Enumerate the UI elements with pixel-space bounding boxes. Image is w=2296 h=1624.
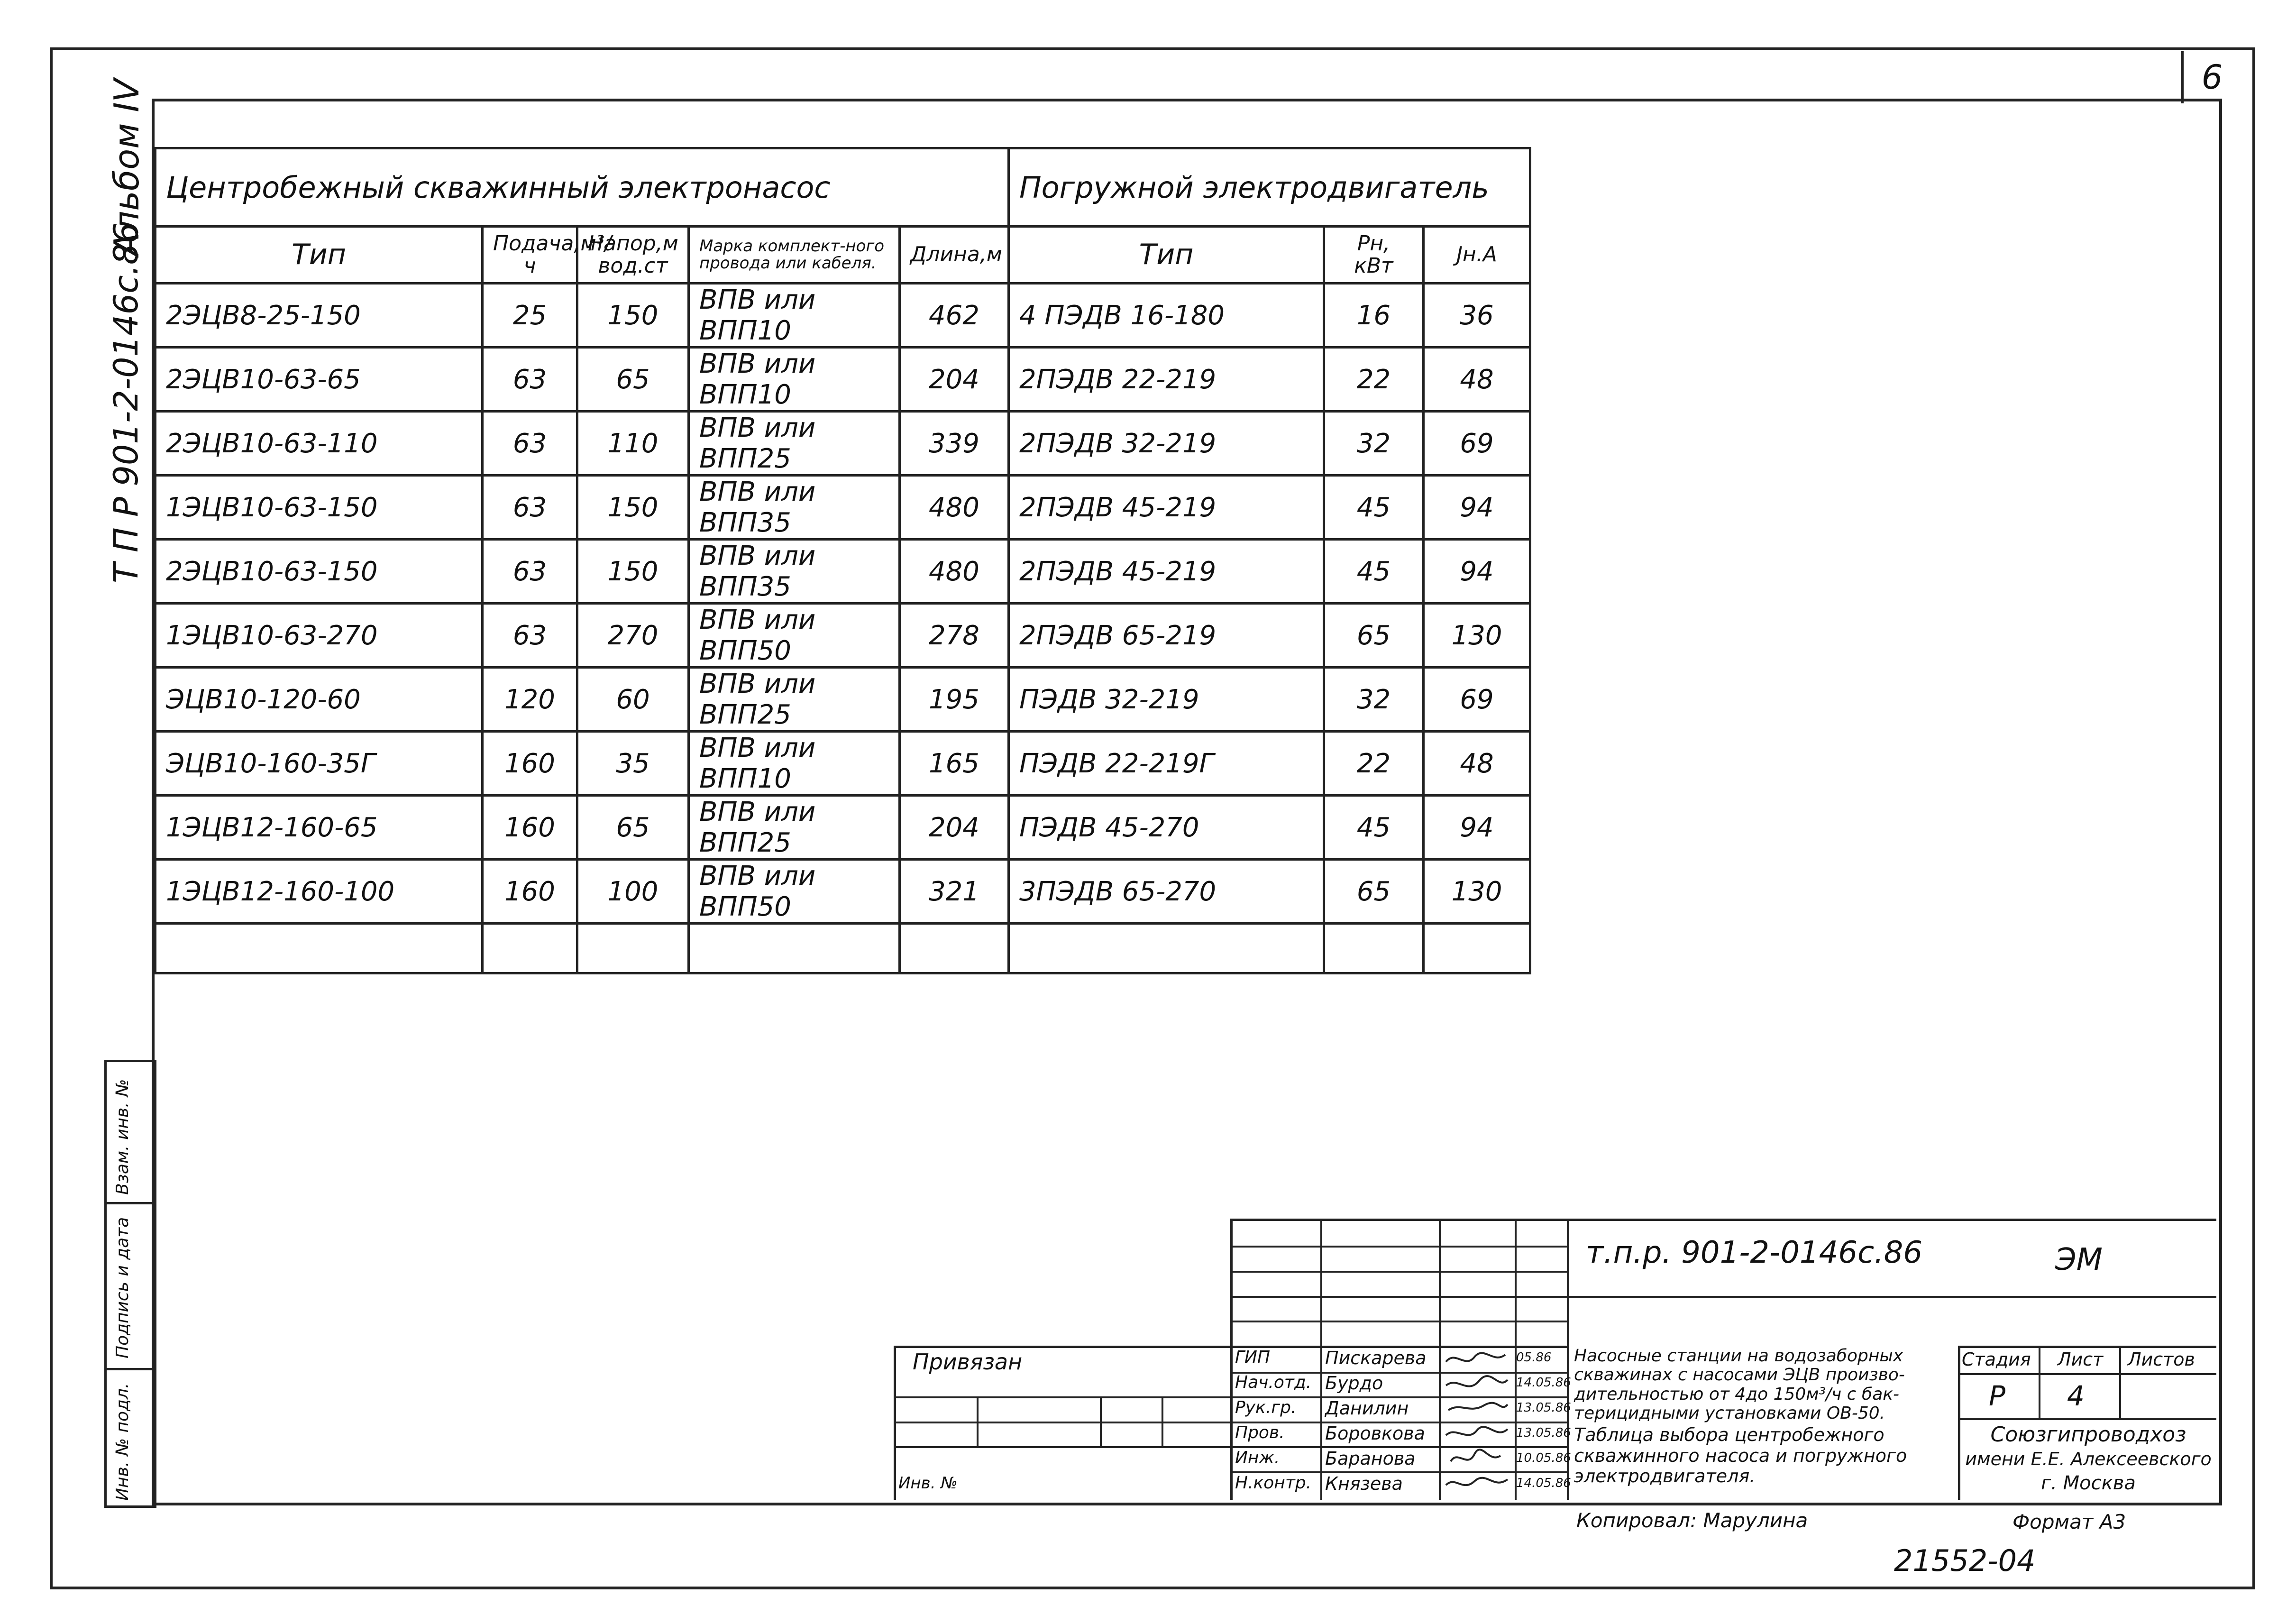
role-n-kontr: Н.контр. xyxy=(1235,1473,1312,1493)
cell-cable: ВПВ или ВПП50 xyxy=(689,604,900,668)
cell-cable: ВПВ или ВПП35 xyxy=(689,540,900,604)
cell-length: 480 xyxy=(900,540,1009,604)
cell-motor-type: ПЭДВ 22-219Г xyxy=(1009,732,1324,796)
cell-current: 130 xyxy=(1424,860,1530,924)
cell-power: 32 xyxy=(1324,668,1424,732)
cell-flow: 25 xyxy=(483,284,577,348)
signatures xyxy=(1441,1348,1512,1499)
cell-cable: ВПВ или ВПП25 xyxy=(689,412,900,476)
cell-length: 480 xyxy=(900,476,1009,540)
privyazan-label: Привязан xyxy=(913,1349,1023,1375)
title-block-section: ЭМ xyxy=(2055,1242,2103,1277)
col-header-power: Рн, кВт xyxy=(1324,227,1424,284)
table-row xyxy=(156,412,1530,476)
date-5: 14.05.86 xyxy=(1516,1476,1571,1490)
table-row xyxy=(156,284,1530,348)
side-stamp-divider xyxy=(104,1202,152,1204)
cell-current: 94 xyxy=(1424,476,1530,540)
cell-flow: 63 xyxy=(483,348,577,412)
cell-length: 204 xyxy=(900,796,1009,860)
project-title: Насосные станции на водозаборных скважинах с насосами ЭЦВ произво-дительностью от 4до 150м³/ч с бак-терицидными установками ОВ-50. xyxy=(1574,1346,1905,1423)
role-nach-otd: Нач.отд. xyxy=(1235,1373,1312,1392)
cell-current: 94 xyxy=(1424,540,1530,604)
col-header-flow: Подача,м³/ч xyxy=(483,227,577,284)
cell-motor-type: ПЭДВ 45-270 xyxy=(1009,796,1324,860)
org-line1: Союзгипроводхоз xyxy=(1990,1422,2186,1447)
table-row xyxy=(156,668,1530,732)
cell-flow: 120 xyxy=(483,668,577,732)
cell-pump-type: ЭЦВ10-160-35Г xyxy=(156,732,483,796)
cell-head: 65 xyxy=(577,796,689,860)
role-gip: ГИП xyxy=(1235,1348,1271,1367)
vzam-inv-label: Взам. инв. № xyxy=(113,1079,132,1195)
role-prov: Пров. xyxy=(1235,1423,1285,1442)
cell-pump-type: 2ЭЦВ10-63-65 xyxy=(156,348,483,412)
cell-flow: 63 xyxy=(483,540,577,604)
cell-power: 65 xyxy=(1324,860,1424,924)
cell-motor-type: 4 ПЭДВ 16-180 xyxy=(1009,284,1324,348)
cell-power: 22 xyxy=(1324,348,1424,412)
cell-motor-type: 2ПЭДВ 65-219 xyxy=(1009,604,1324,668)
name-burdo: Бурдо xyxy=(1325,1373,1383,1394)
date-2: 13.05.86 xyxy=(1516,1401,1571,1415)
cell-length: 195 xyxy=(900,668,1009,732)
date-4: 10.05.86 xyxy=(1516,1451,1571,1465)
cell-flow: 63 xyxy=(483,604,577,668)
table-row xyxy=(156,796,1530,860)
cell-length: 165 xyxy=(900,732,1009,796)
cell-motor-type: 2ПЭДВ 45-219 xyxy=(1009,476,1324,540)
sheet-label: Лист xyxy=(2058,1349,2104,1370)
cell-flow: 63 xyxy=(483,412,577,476)
selection-table xyxy=(154,147,1531,974)
org-line2: имени Е.Е. Алексеевского xyxy=(1965,1449,2212,1469)
copied-by: Копировал: Марулина xyxy=(1576,1509,1808,1532)
cell-motor-type: 2ПЭДВ 45-219 xyxy=(1009,540,1324,604)
cell-head: 35 xyxy=(577,732,689,796)
org-line3: г. Москва xyxy=(2041,1472,2136,1494)
table-row xyxy=(156,860,1530,924)
cell-cable: ВПВ или ВПП35 xyxy=(689,476,900,540)
cell-current: 48 xyxy=(1424,348,1530,412)
col-header-length: Длина,м xyxy=(900,227,1009,284)
album-label: Альбом IV xyxy=(107,79,146,256)
cell-pump-type: 1ЭЦВ10-63-270 xyxy=(156,604,483,668)
cell-power: 45 xyxy=(1324,476,1424,540)
format-label: Формат А3 xyxy=(2012,1510,2126,1533)
col-header-motor-type: Тип xyxy=(1009,227,1324,284)
cell-current: 69 xyxy=(1424,668,1530,732)
cell-cable: ВПВ или ВПП25 xyxy=(689,668,900,732)
title-block-code: т.п.р. 901-2-0146с.86 xyxy=(1586,1235,1923,1270)
stage-label: Стадия xyxy=(1962,1349,2031,1370)
cell-length: 339 xyxy=(900,412,1009,476)
cell-current: 69 xyxy=(1424,412,1530,476)
cell-length: 204 xyxy=(900,348,1009,412)
cell-head: 110 xyxy=(577,412,689,476)
inv-no-label: Инв. № xyxy=(898,1474,958,1493)
cell-pump-type: 1ЭЦВ12-160-65 xyxy=(156,796,483,860)
col-header-head: Напор,м вод.ст xyxy=(577,227,689,284)
side-doc-code: Т П Р 901-2-0146с.86 xyxy=(107,222,146,583)
cell-head: 60 xyxy=(577,668,689,732)
sheet-title: Таблица выбора центробежного скважинного насоса и погружного электродвигателя. xyxy=(1574,1424,1907,1487)
cell-power: 65 xyxy=(1324,604,1424,668)
cell-power: 32 xyxy=(1324,412,1424,476)
role-inzh: Инж. xyxy=(1235,1448,1280,1468)
col-header-current: Jн.А xyxy=(1424,227,1530,284)
cell-cable: ВПВ или ВПП10 xyxy=(689,732,900,796)
cell-pump-type: 1ЭЦВ10-63-150 xyxy=(156,476,483,540)
name-baranova: Баранова xyxy=(1325,1448,1416,1469)
date-3: 13.05.86 xyxy=(1516,1426,1571,1440)
cell-pump-type: 1ЭЦВ12-160-100 xyxy=(156,860,483,924)
cell-head: 150 xyxy=(577,476,689,540)
cell-flow: 160 xyxy=(483,796,577,860)
cell-pump-type: 2ЭЦВ10-63-150 xyxy=(156,540,483,604)
col-header-pump-type: Тип xyxy=(156,227,483,284)
cell-flow: 160 xyxy=(483,732,577,796)
cell-current: 36 xyxy=(1424,284,1530,348)
cell-pump-type: 2ЭЦВ8-25-150 xyxy=(156,284,483,348)
cell-flow: 160 xyxy=(483,860,577,924)
sheet-number: 6 xyxy=(2181,51,2241,103)
cell-pump-type: 2ЭЦВ10-63-110 xyxy=(156,412,483,476)
sheet-value: 4 xyxy=(2067,1380,2085,1412)
podpis-data-label: Подпись и дата xyxy=(113,1217,132,1358)
stage-value: Р xyxy=(1989,1380,2005,1412)
table-row-empty xyxy=(156,924,1530,973)
date-1: 14.05.86 xyxy=(1516,1376,1571,1390)
cell-cable: ВПВ или ВПП25 xyxy=(689,796,900,860)
name-danilin: Данилин xyxy=(1325,1398,1409,1419)
cell-power: 22 xyxy=(1324,732,1424,796)
col-header-cable: Марка комплект-ного провода или кабеля. xyxy=(689,227,900,284)
side-stamp-divider xyxy=(104,1368,152,1370)
cell-current: 48 xyxy=(1424,732,1530,796)
cell-flow: 63 xyxy=(483,476,577,540)
group-motor-header: Погружной электродвигатель xyxy=(1009,148,1530,227)
cell-head: 150 xyxy=(577,284,689,348)
cell-cable: ВПВ или ВПП10 xyxy=(689,348,900,412)
table-row xyxy=(156,476,1530,540)
cell-head: 65 xyxy=(577,348,689,412)
cell-motor-type: 2ПЭДВ 22-219 xyxy=(1009,348,1324,412)
table-row xyxy=(156,348,1530,412)
cell-power: 16 xyxy=(1324,284,1424,348)
name-borovkova: Боровкова xyxy=(1325,1423,1425,1444)
cell-cable: ВПВ или ВПП10 xyxy=(689,284,900,348)
cell-power: 45 xyxy=(1324,540,1424,604)
cell-length: 462 xyxy=(900,284,1009,348)
cell-length: 278 xyxy=(900,604,1009,668)
sheets-label: Листов xyxy=(2128,1349,2195,1370)
cell-current: 130 xyxy=(1424,604,1530,668)
cell-head: 270 xyxy=(577,604,689,668)
cell-motor-type: 3ПЭДВ 65-270 xyxy=(1009,860,1324,924)
name-knyazeva: Князева xyxy=(1325,1473,1403,1494)
name-piskareva: Пискарева xyxy=(1325,1348,1427,1368)
cell-pump-type: ЭЦВ10-120-60 xyxy=(156,668,483,732)
cell-motor-type: ПЭДВ 32-219 xyxy=(1009,668,1324,732)
role-ruk-gr: Рук.гр. xyxy=(1235,1398,1297,1417)
table-row xyxy=(156,604,1530,668)
archive-number: 21552-04 xyxy=(1894,1543,2036,1578)
cell-head: 150 xyxy=(577,540,689,604)
cell-motor-type: 2ПЭДВ 32-219 xyxy=(1009,412,1324,476)
cell-current: 94 xyxy=(1424,796,1530,860)
cell-head: 100 xyxy=(577,860,689,924)
date-0: 05.86 xyxy=(1516,1350,1552,1365)
cell-power: 45 xyxy=(1324,796,1424,860)
group-pump-header: Центробежный скважинный электронасос xyxy=(156,148,1009,227)
inv-podl-label: Инв. № подл. xyxy=(113,1383,132,1501)
table-row xyxy=(156,540,1530,604)
cell-cable: ВПВ или ВПП50 xyxy=(689,860,900,924)
cell-length: 321 xyxy=(900,860,1009,924)
table-row xyxy=(156,732,1530,796)
